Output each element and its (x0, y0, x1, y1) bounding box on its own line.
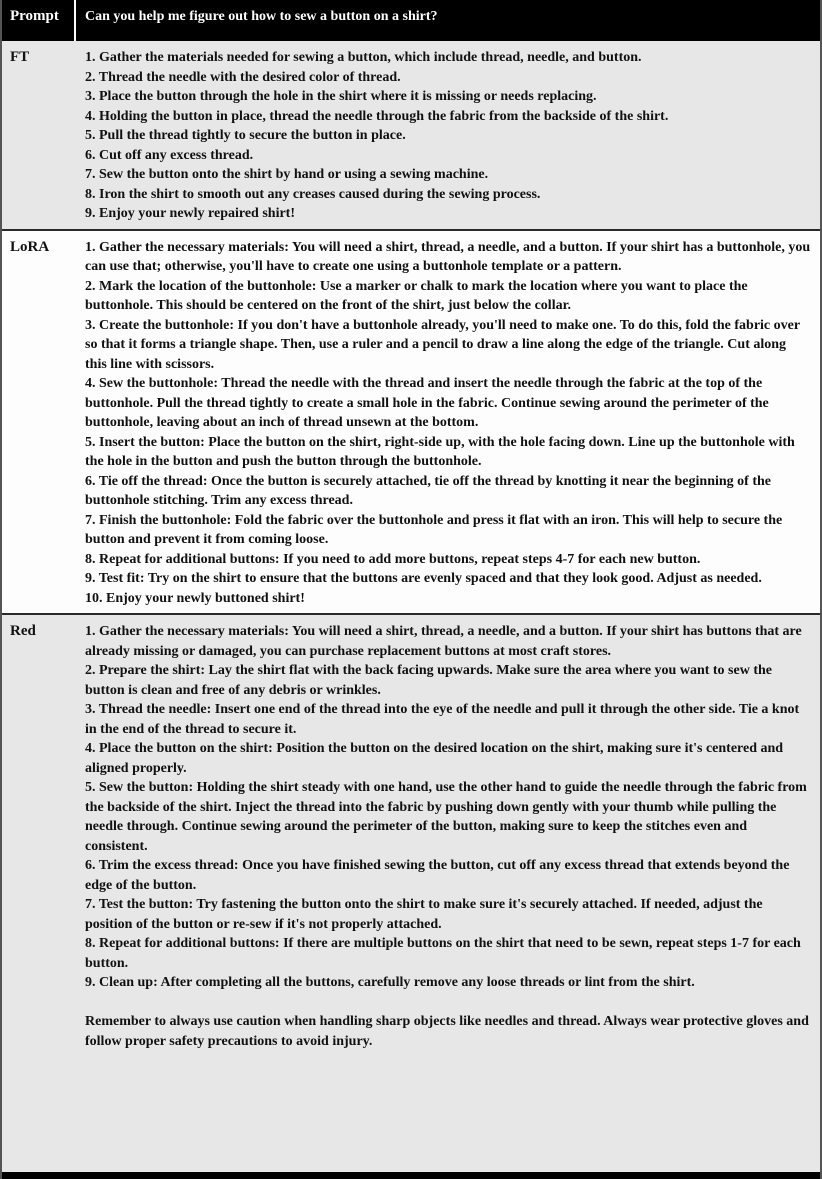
prompt-column-header: Prompt (2, 0, 76, 41)
table-row-ft (2, 41, 820, 229)
step-paragraph: 5. Sew the button: Holding the shirt steady with one hand, use the other hand to guide the needle through the fabric from the backside of the shirt. Inject the thread into the fabric by pushing down gently with your thumb while pulling the needle through. Continue sewing around the perimeter of the button, making sure to keep the stitches even and consistent. (85, 780, 807, 854)
step-paragraph: 5. Insert the button: Place the button on the shirt, right-side up, with the hole facing down. Line up the buttonhole with the hole in the button and push the button through the buttonhole. (85, 434, 795, 469)
row-content-lora (76, 231, 820, 614)
step-paragraph: 2. Mark the location of the buttonhole: Use a marker or chalk to mark the location where you want to place the buttonhole. This should be centered on the front of the shirt, just below the collar. (85, 278, 748, 313)
step-paragraph: 7. Test the button: Try fastening the button onto the shirt to make sure it's securely attached. If needed, adjust the position of the button or re-sew if it's not properly attached. (85, 897, 763, 932)
step-paragraph: 3. Thread the needle: Insert one end of the thread into the eye of the needle and pull it through the other side. Tie a knot in the end of the thread to secure it. (85, 702, 800, 737)
row-content-red (76, 615, 820, 1172)
step-paragraph: 7. Finish the buttonhole: Fold the fabric over the buttonhole and press it flat with an iron. This will help to secure the button and prevent it from coming loose. (85, 512, 783, 547)
table-row-red (2, 613, 820, 1172)
row-label-lora: LoRA (10, 238, 50, 255)
row-content-ft (76, 41, 820, 229)
step-paragraph: 1. Gather the materials needed for sewing a button, which include thread, needle, and button. (85, 50, 642, 65)
step-paragraph: 8. Repeat for additional buttons: If there are multiple buttons on the shirt that need to be sewn, repeat steps 1-7 for each button. (85, 936, 801, 971)
step-paragraph: 6. Trim the excess thread: Once you have finished sewing the button, cut off any excess thread that extends beyond the edge of the button. (85, 858, 790, 893)
step-paragraph: 9. Enjoy your newly repaired shirt! (85, 206, 296, 221)
step-paragraph: 6. Tie off the thread: Once the button is securely attached, tie off the thread by knotting it near the beginning of the buttonhole stitching. Trim any excess thread. (85, 473, 771, 508)
step-paragraph: 4. Place the button on the shirt: Position the button on the desired location on the shirt, making sure it's centered and aligned properly. (85, 741, 784, 776)
step-paragraph: 2. Thread the needle with the desired color of thread. (85, 69, 401, 85)
table-row-lora (2, 229, 820, 614)
prompt-question: Can you help me figure out how to sew a button on a shirt? (85, 9, 438, 24)
step-paragraph: 7. Sew the button onto the shirt by hand or using a sewing machine. (85, 167, 489, 182)
step-paragraph: 5. Pull the thread tightly to secure the button in place. (85, 128, 406, 143)
step-paragraph: 3. Create the buttonhole: If you don't have a buttonhole already, you'll need to make one. To do this, fold the fabric over so that it forms a triangle shape. Then, use a ruler and a pencil to draw a line along the edge of the triangle. Cut along this line with scissors. (85, 317, 800, 372)
table-header-row (2, 0, 820, 41)
step-paragraph: 8. Repeat for additional buttons: If you need to add more buttons, repeat steps 4-7 for each new button. (85, 551, 701, 567)
step-paragraph: 9. Test fit: Try on the shirt to ensure that the buttons are evenly spaced and that they look good. Adjust as needed. (85, 571, 762, 586)
step-paragraph: 2. Prepare the shirt: Lay the shirt flat with the back facing upwards. Make sure the area where you want to sew the button is clean and free of any debris or wrinkles. (85, 663, 772, 698)
row-label-ft: FT (10, 49, 30, 65)
step-paragraph: 3. Place the button through the hole in the shirt where it is missing or needs replacing. (85, 89, 597, 104)
step-paragraph: 6. Cut off any excess thread. (85, 147, 254, 163)
step-paragraph: 8. Iron the shirt to smooth out any creases caused during the sewing process. (85, 186, 541, 202)
row-label-red: Red (10, 623, 36, 639)
step-paragraph: Remember to always use caution when handling sharp objects like needles and thread. Always wear protective gloves and follow proper safety precautions to avoid injury. (85, 1014, 809, 1049)
blank-line (85, 993, 811, 1013)
step-paragraph: 10. Enjoy your newly buttoned shirt! (85, 590, 305, 606)
step-paragraph: 9. Clean up: After completing all the buttons, carefully remove any loose threads or lint from the shirt. (85, 975, 695, 990)
step-paragraph: 4. Sew the buttonhole: Thread the needle with the thread and insert the needle through the fabric at the top of the buttonhole. Pull the thread tightly to create a small hole in the fabric. Continue sewing around the perimeter of the buttonhole, leaving about an inch of thread unsewn at the bottom. (85, 376, 769, 430)
step-paragraph: 4. Holding the button in place, thread the needle through the fabric from the backside of the shirt. (85, 108, 669, 124)
step-paragraph: 1. Gather the necessary materials: You will need a shirt, thread, a needle, and a button. If your shirt has a buttonhole, you can use that; otherwise, you'll have to create one using a buttonhole template or a pattern. (85, 239, 811, 274)
next-table-section-edge (2, 1172, 820, 1179)
step-paragraph: 1. Gather the necessary materials: You will need a shirt, thread, a needle, and a button. If your shirt has buttons that are already missing or damaged, you can purchase replacement buttons at most craft stores. (85, 624, 802, 659)
